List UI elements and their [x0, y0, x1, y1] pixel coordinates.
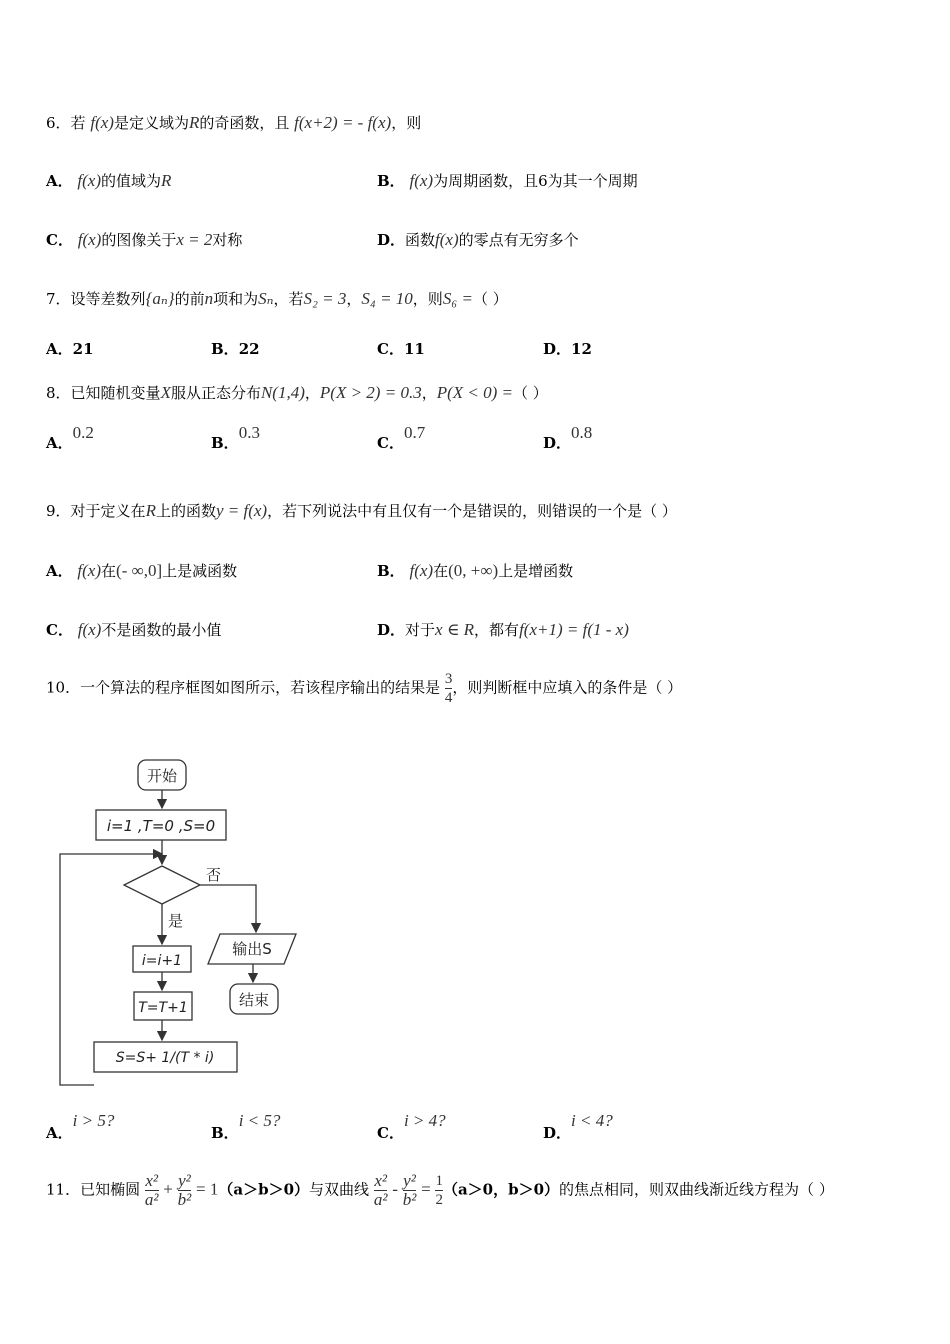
q8-option-c[interactable]: C．0.7 — [377, 423, 426, 452]
flow-yes-label: 是 — [168, 912, 184, 930]
fraction: $\frac{\text{x²}}{\text{a²}}$ — [144, 1171, 159, 1209]
q7-option-d[interactable]: D．12 — [543, 340, 592, 358]
fraction: $\frac{\text{x²}}{\text{a²}}$ — [373, 1171, 388, 1209]
q6-option-c[interactable]: C． f(x)的图像关于x = 2对称 — [46, 230, 243, 249]
flow-output-label: 输出S — [232, 940, 272, 958]
question-6-stem: 6．若 f(x)是定义域为R的奇函数，且 f(x+2) = - f(x)，则 — [46, 113, 422, 132]
question-8-stem: 8．已知随机变量X服从正态分布N(1,4)，P(X > 2) = 0.3，P(X < 0) =（ ） — [46, 383, 548, 402]
q7-option-c[interactable]: C．11 — [377, 340, 425, 358]
q9-option-b[interactable]: B． f(x)在(0, +∞)上是增函数 — [377, 561, 574, 580]
q10-option-b[interactable]: B．i < 5? — [211, 1111, 281, 1142]
math-expression: f(x+2) = - f(x) — [294, 113, 392, 132]
q10-option-c[interactable]: C．i > 4? — [377, 1111, 446, 1142]
q10-option-d[interactable]: D．i < 4? — [543, 1111, 613, 1142]
flow-step3-label: S=S+ 1/(T * i) — [115, 1050, 215, 1066]
math-expression: f(x) — [90, 113, 114, 132]
q6-option-d[interactable]: D．函数f(x)的零点有无穷多个 — [377, 230, 579, 249]
q8-option-d[interactable]: D．0.8 — [543, 423, 593, 452]
fraction: $\frac{\text{y²}}{\text{b²}}$ — [402, 1171, 417, 1209]
flowchart — [50, 752, 310, 1092]
q8-option-b[interactable]: B．0.3 — [211, 423, 260, 452]
flow-start-label: 开始 — [146, 767, 178, 785]
flow-step1-label: i=i+1 — [141, 953, 183, 969]
q7-option-a[interactable]: A．21 — [46, 340, 94, 358]
flow-end-label: 结束 — [238, 991, 270, 1009]
q10-option-a[interactable]: A．i > 5? — [46, 1111, 115, 1142]
q6-option-a[interactable]: A． f(x)的值域为R — [46, 171, 172, 190]
question-11-stem: 11．已知椭圆 $\frac{\text{x²}}{\text{a²}}$ + $\frac{\text{y²}}{\text{b²}}$ = 1（a＞b＞0）与双曲线 $\frac{\text{x²}}{\text{a²}}$ - $\frac{\text{y²}}{\text{b²}}$ = $\frac{1}{2}$ （a＞0，b＞0）的焦点相同，则双曲线渐近线方程为（ ） — [46, 1171, 834, 1209]
fraction: $\frac{3}{4}$ — [444, 671, 453, 706]
q8-option-a[interactable]: A．0.2 — [46, 423, 94, 452]
fraction: $\frac{\text{y²}}{\text{b²}}$ — [177, 1171, 192, 1209]
flow-step2-label: T=T+1 — [138, 1000, 188, 1016]
question-10-stem: 10．一个算法的程序框图如图所示，若该程序输出的结果是 $\frac{3}{4}$ ，则判断框中应填入的条件是（ ） — [46, 671, 683, 706]
flow-no-label: 否 — [206, 866, 222, 884]
question-9-stem: 9．对于定义在R上的函数y = f(x)，若下列说法中有且仅有一个是错误的，则错误的一个是（ ） — [46, 501, 677, 520]
flow-init-label: i=1 ,T=0 ,S=0 — [106, 817, 216, 835]
q9-option-d[interactable]: D．对于x ∈ R，都有f(x+1) = f(1 - x) — [377, 620, 629, 639]
q6-option-b[interactable]: B． f(x)为周期函数，且6为其一个周期 — [377, 171, 638, 190]
q9-option-a[interactable]: A． f(x)在(- ∞,0]上是减函数 — [46, 561, 238, 580]
fraction: $\frac{1}{2}$ — [435, 1173, 443, 1208]
question-7-stem: 7．设等差数列{aₙ}的前n项和为Sₙ，若S₂ = 3，S₄ = 10，则S₆ =（ ） — [46, 289, 508, 308]
q7-option-b[interactable]: B．22 — [211, 340, 260, 358]
flow-decision-diamond — [124, 866, 200, 904]
q9-option-c[interactable]: C． f(x)不是函数的最小值 — [46, 620, 222, 639]
